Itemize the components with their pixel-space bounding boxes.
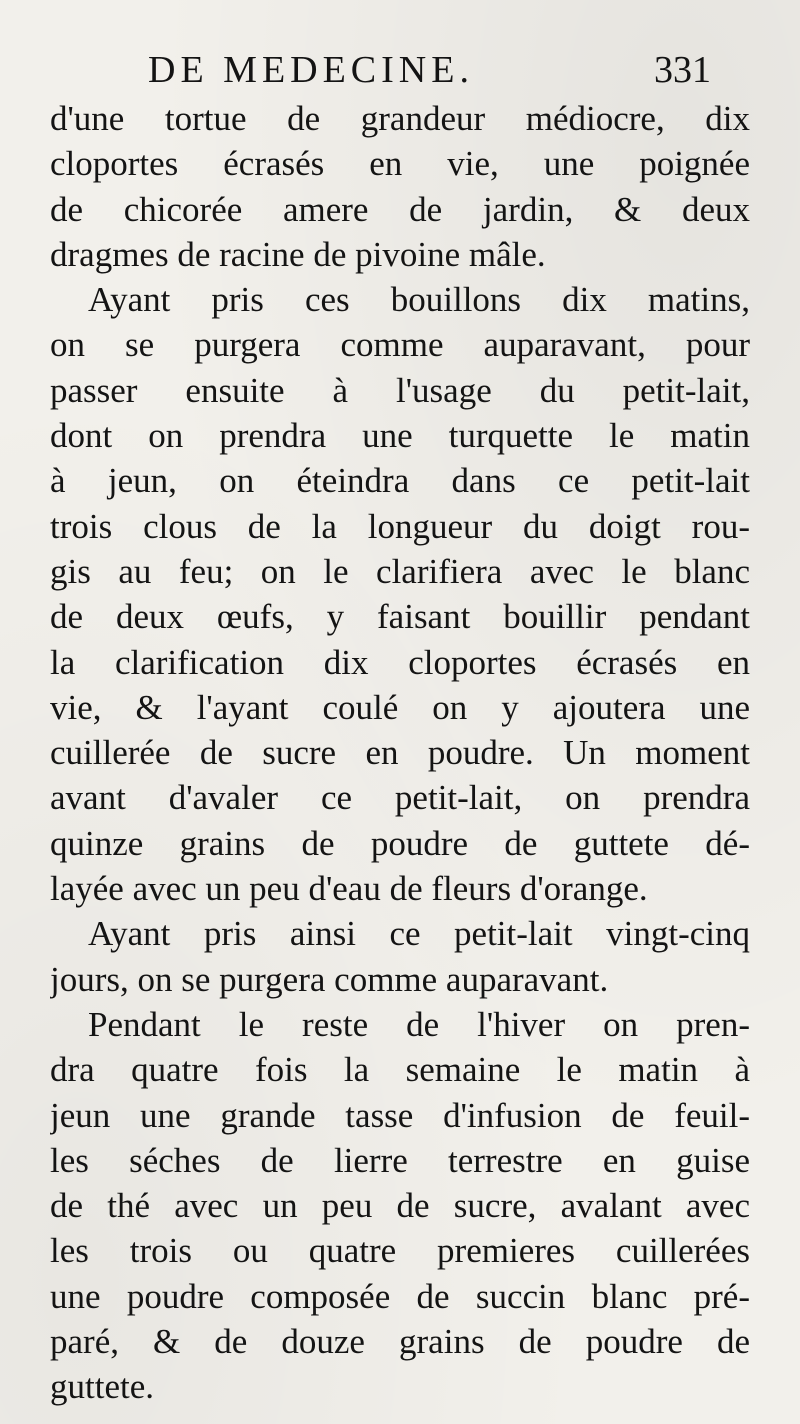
text-line: à jeun, on éteindra dans ce petit-lait (50, 461, 750, 501)
text-line: Ayant pris ces bouillons dix matins, (88, 280, 750, 320)
text-line: vie, & l'ayant coulé on y ajoutera une (50, 687, 750, 727)
page-number: 331 (654, 49, 711, 91)
text-line: dont on prendra une turquette le matin (50, 416, 750, 456)
running-title: DE MEDECINE. (148, 49, 474, 91)
body-text (50, 96, 750, 1410)
text-line: les séches de lierre terrestre en guise (50, 1140, 750, 1180)
text-line: cuillerée de sucre en poudre. Un moment (50, 733, 750, 773)
text-line: avant d'avaler ce petit-lait, on prendra (50, 778, 750, 818)
text-line: Pendant le reste de l'hiver on pren- (88, 1004, 750, 1044)
page-header (0, 44, 800, 94)
text-line: de deux œufs, y faisant bouillir pendant (50, 597, 750, 637)
text-line: de chicorée amere de jardin, & deux (50, 189, 750, 229)
text-line: la clarification dix cloportes écrasés en (50, 642, 750, 682)
text-line: jours, on se purgera comme auparavant. (50, 959, 609, 999)
text-line: gis au feu; on le clarifiera avec le blanc (50, 551, 750, 591)
text-line: trois clous de la longueur du doigt rou- (50, 506, 750, 546)
text-line: on se purgera comme auparavant, pour (50, 325, 750, 365)
text-line: dra quatre fois la semaine le matin à (50, 1050, 750, 1090)
text-line: cloportes écrasés en vie, une poignée (50, 144, 750, 184)
text-line: Ayant pris ainsi ce petit-lait vingt-cinq (88, 914, 750, 954)
text-line: une poudre composée de succin blanc pré- (50, 1276, 750, 1316)
text-line: jeun une grande tasse d'infusion de feuil- (50, 1095, 750, 1135)
text-line: de thé avec un peu de sucre, avalant avec (50, 1186, 750, 1226)
text-line: passer ensuite à l'usage du petit-lait, (50, 370, 750, 410)
text-line: les trois ou quatre premieres cuillerées (50, 1231, 750, 1271)
text-line: quinze grains de poudre de guttete dé- (50, 823, 750, 863)
text-line: dragmes de racine de pivoine mâle. (50, 234, 546, 274)
text-line: paré, & de douze grains de poudre de (50, 1322, 750, 1362)
text-line: layée avec un peu d'eau de fleurs d'orange. (50, 869, 648, 909)
text-line: d'une tortue de grandeur médiocre, dix (50, 99, 750, 138)
text-line: guttete. (50, 1367, 154, 1407)
